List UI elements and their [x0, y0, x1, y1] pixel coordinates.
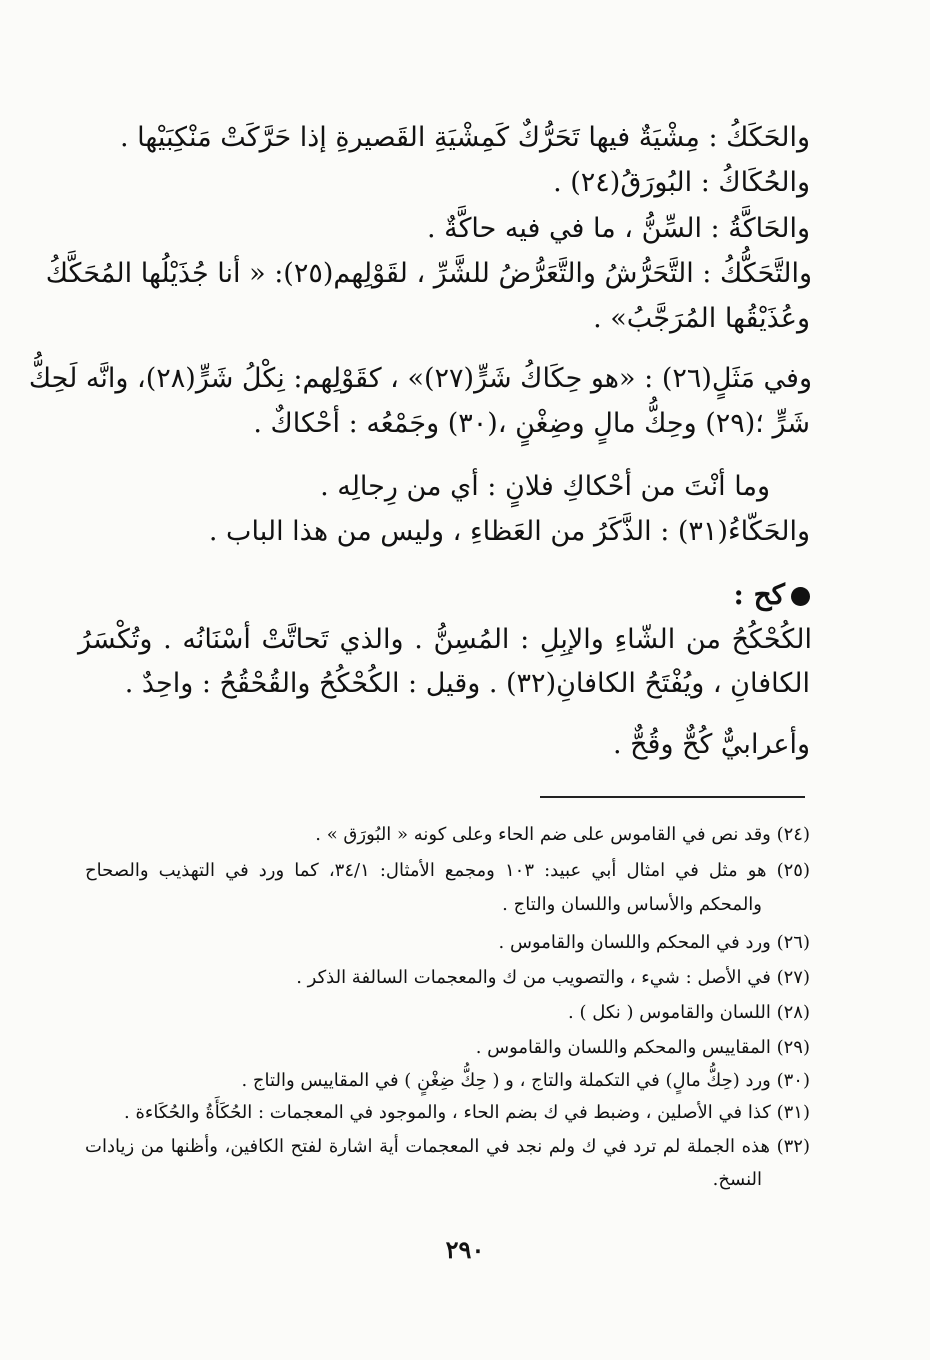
body-line: والتَّحَكُّكُ : التَّحَرُّشُ والتَّعَرُّضُ للشَّرِّ ، لقَوْلِهم(٢٥): « أنا جُذَيْلُها المُحَكَّكُ: [45, 258, 812, 289]
body-line: والحَاكَّةُ : السِّنُّ ، ما في فيه حاكَّةٌ .: [426, 213, 810, 244]
footnote: (٣٢) هذه الجملة لم ترد في ك ولم نجد في المعجمات أية اشارة لفتح الكافين، وأظنها من زيادات: [85, 1136, 810, 1157]
bullet-icon: [791, 587, 810, 606]
footnote: (٢٦) ورد في المحكم واللسان والقاموس .: [498, 932, 810, 953]
body-line: وفي مَثَلٍ(٢٦) : «هو حِكَاكُ شَرٍّ(٢٧)» ، كقَوْلِهم: نِكْلُ شَرٍّ(٢٨)، وانَّه لَحِكُّ: [28, 363, 812, 394]
footnote: (٣٠) ورد (حِكُّ مالٍ) في التكملة والتاج ، و ( حِكُّ ضِغْنٍ ) في المقاييس والتاج .: [241, 1070, 810, 1091]
footnote: (٢٩) المقاييس والمحكم واللسان والقاموس .: [475, 1037, 810, 1058]
body-line: الكُحْكُحُ من الشّاءِ والإبِلِ : المُسِنُّ . والذي تَحاتَّتْ أسْنَانُه . وتُكْسَرُ: [78, 624, 812, 655]
footnote: (٣١) كذا في الأصلين ، وضبط في ك بضم الحاء ، والموجود في المعجمات : الحُكَأَةُ والحُكَاءة .: [124, 1102, 810, 1123]
body-line: وما أنْتَ من أحْكاكِ فلانٍ : أي من رِجالِه .: [320, 471, 770, 502]
footnote-continuation: والمحكم والأساس واللسان والتاج .: [502, 894, 762, 915]
body-line: والحَكّاءُ(٣١) : الذَّكَرُ من العَظاءِ ، وليس من هذا الباب .: [208, 516, 810, 547]
section-heading-text: كح :: [733, 578, 785, 611]
body-line: وعُذَيْقُها المُرَجَّبُ» .: [593, 303, 810, 334]
page-number: ٢٩٠: [445, 1235, 485, 1264]
footnote-continuation: النسخ.: [712, 1169, 762, 1190]
footnote: (٢٤) وقد نص في القاموس على ضم الحاء وعلى كونه « البُورَق » .: [315, 824, 810, 845]
footnote: (٢٧) في الأصل : شيء ، والتصويب من ك والمعجمات السالفة الذكر .: [296, 967, 810, 988]
footnote-divider: [540, 796, 805, 798]
footnote: (٢٨) اللسان والقاموس ( نكل ) .: [568, 1002, 810, 1023]
body-line: والحَكَكُ : مِشْيَةٌ فيها تَحَرُّكٌ كَمِشْيَةِ القَصيرةِ إذا حَرَّكَتْ مَنْكِبَيْها .: [120, 122, 810, 153]
body-line: والحُكَاكُ : البُورَقُ(٢٤) .: [553, 167, 810, 198]
section-heading: [734, 575, 811, 615]
body-line: وأعرابيٌّ كُحٌّ وقُحٌّ .: [612, 729, 810, 760]
body-line: شَرٍّ ؛(٢٩) وحِكُّ مالٍ وضِغْنٍ ،(٣٠) وجَمْعُه : أحْكاكٌ .: [253, 408, 810, 439]
body-line: الكافانِ ، ويُفْتَحُ الكافانِ(٣٢) . وقيل : الكُحْكُحُ والقُحْقُحُ : واحِدٌ .: [124, 668, 810, 699]
footnote: (٢٥) هو مثل في امثال أبي عبيد: ١٠٣ ومجمع الأمثال: ٣٤/١، كما ورد في التهذيب والصحاح: [85, 860, 811, 881]
